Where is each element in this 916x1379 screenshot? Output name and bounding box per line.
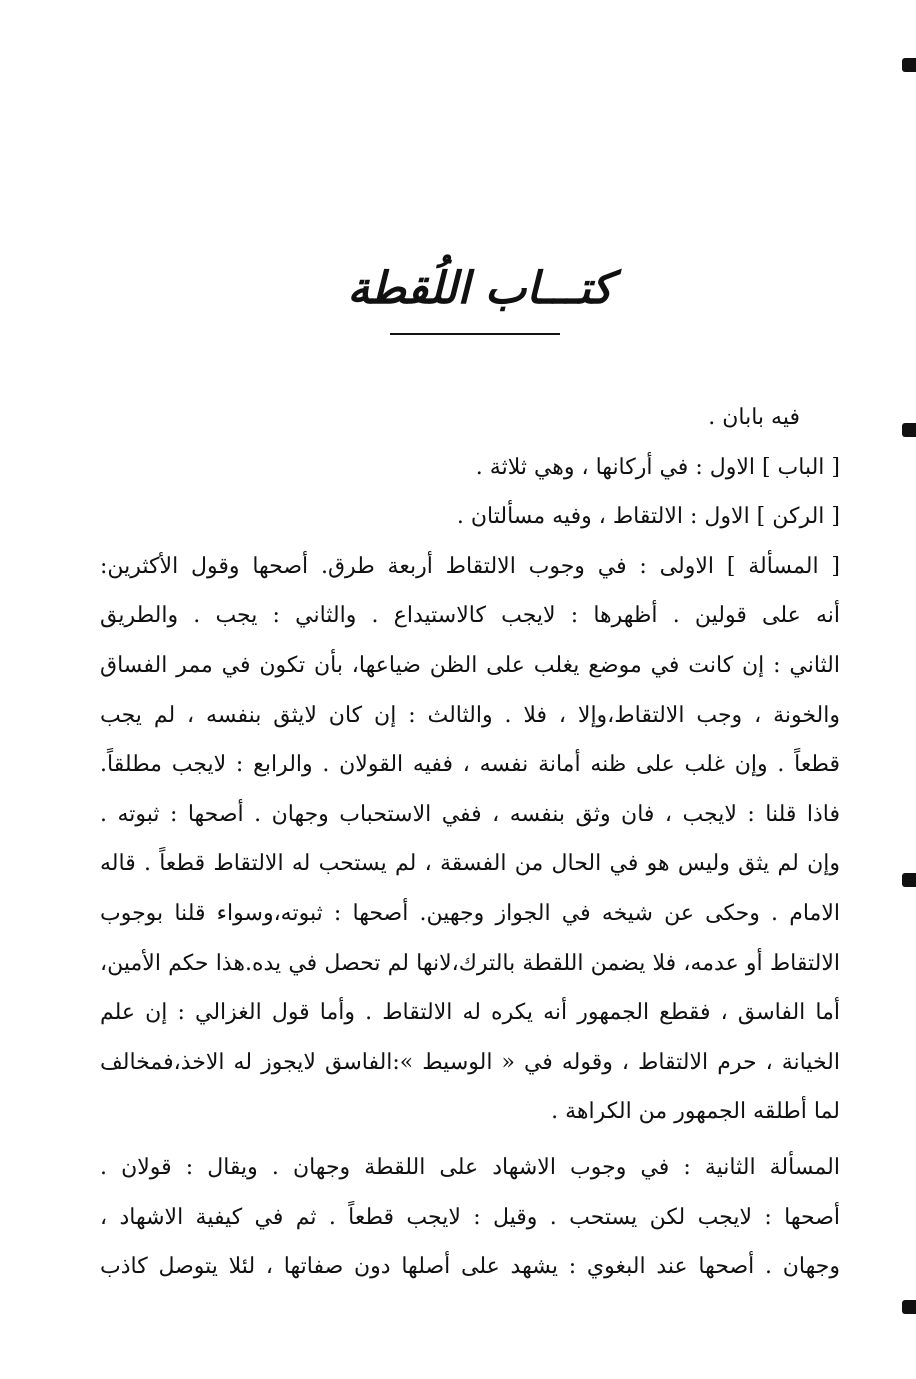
text-line: لما أطلقه الجمهور من الكراهة . xyxy=(551,1099,840,1125)
text-line: [ المسألة ] الاولى : في وجوب الالتقاط أربعة طرق. أصحها وقول الأكثرين: xyxy=(100,553,840,579)
text-line: الالتقاط أو عدمه، فلا يضمن اللقطة بالترك،لانها لم تحصل في يده.هذا حكم الأمين، xyxy=(100,950,840,976)
text-line: فاذا قلنا : لايجب ، فان وثق بنفسه ، ففي الاستحباب وجهان . أصحها : ثبوته . xyxy=(100,801,840,827)
title-underline xyxy=(390,333,560,335)
text-line: قطعاً . وإن غلب على ظنه أمانة نفسه ، ففيه القولان . والرابع : لايجب مطلقاً. xyxy=(100,752,840,778)
page-edge-mark xyxy=(902,1300,916,1314)
page-edge-mark xyxy=(902,58,916,72)
text-line: والخونة ، وجب الالتقاط،وإلا ، فلا . والثالث : إن كان لايثق بنفسه ، لم يجب xyxy=(100,702,840,728)
text-line: وإن لم يثق وليس هو في الحال من الفسقة ، لم يستحب له الالتقاط قطعاً . قاله xyxy=(100,851,840,877)
text-line: [ الركن ] الاول : الالتقاط ، وفيه مسألتان . xyxy=(456,504,840,530)
text-line: [ الباب ] الاول : في أركانها ، وهي ثلاثة . xyxy=(475,454,840,480)
body-text xyxy=(100,393,840,1292)
chapter-title-block xyxy=(300,255,660,350)
text-line: أما الفاسق ، فقطع الجمهور أنه يكره له الالتقاط . وأما قول الغزالي : إن علم xyxy=(100,1000,840,1026)
text-line: الثاني : إن كانت في موضع يغلب على الظن ضياعها، بأن تكون في ممر الفساق xyxy=(100,652,840,678)
text-line: المسألة الثانية : في وجوب الاشهاد على اللقطة وجهان . ويقال : قولان . xyxy=(100,1154,840,1180)
page-edge-mark xyxy=(902,873,916,887)
text-line: الامام . وحكى عن شيخه في الجواز وجهين. أصحها : ثبوته،وسواء قلنا بوجوب xyxy=(100,900,840,926)
page-edge-mark xyxy=(902,423,916,437)
text-line: أصحها : لايجب لكن يستحب . وقيل : لايجب قطعاً . ثم في كيفية الاشهاد ، xyxy=(100,1204,840,1230)
text-line: أنه على قولين . أظهرها : لايجب كالاستيداع . والثاني : يجب . والطريق xyxy=(100,603,840,629)
text-line: فيه بابان . xyxy=(708,405,800,430)
chapter-title: كتـــاب اللُقطة xyxy=(347,263,613,314)
text-line: الخيانة ، حرم الالتقاط ، وقوله في « الوسيط »:الفاسق لايجوز له الاخذ،فمخالف xyxy=(100,1049,840,1075)
text-line: وجهان . أصحها عند البغوي : يشهد على أصلها دون صفاتها ، لئلا يتوصل كاذب xyxy=(100,1254,840,1280)
